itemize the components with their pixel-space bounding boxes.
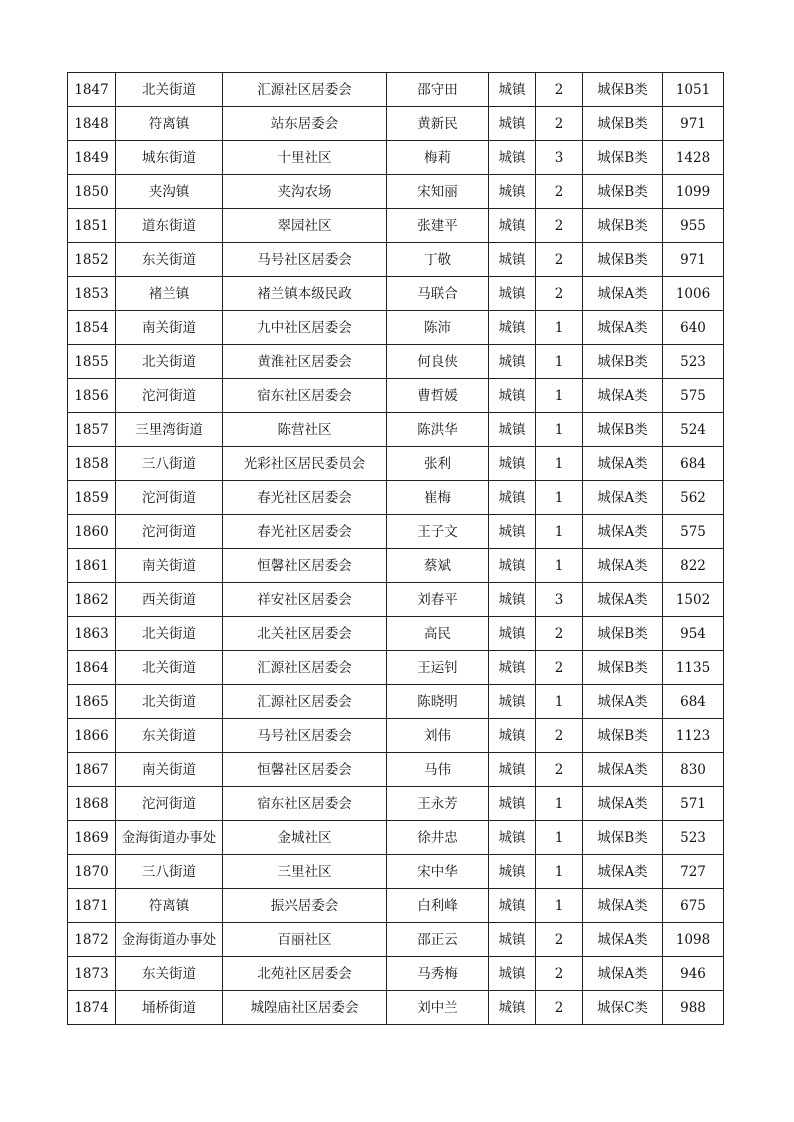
street-office-cell: 南关街道 <box>116 549 223 583</box>
area-type-cell: 城镇 <box>489 991 536 1025</box>
household-size-cell: 3 <box>536 141 583 175</box>
area-type-cell: 城镇 <box>489 549 536 583</box>
community-name-cell: 马号社区居委会 <box>223 719 387 753</box>
monthly-amount-cell: 575 <box>663 515 724 549</box>
row-number-cell: 1850 <box>68 175 116 209</box>
street-office-cell: 道东街道 <box>116 209 223 243</box>
assistance-category-cell: 城保A类 <box>583 889 663 923</box>
street-office-cell: 埇桥街道 <box>116 991 223 1025</box>
area-type-cell: 城镇 <box>489 243 536 277</box>
household-size-cell: 1 <box>536 787 583 821</box>
area-type-cell: 城镇 <box>489 209 536 243</box>
area-type-cell: 城镇 <box>489 651 536 685</box>
table-row <box>68 311 724 345</box>
area-type-cell: 城镇 <box>489 855 536 889</box>
row-number-cell: 1870 <box>68 855 116 889</box>
community-name-cell: 夹沟农场 <box>223 175 387 209</box>
monthly-amount-cell: 1502 <box>663 583 724 617</box>
household-size-cell: 2 <box>536 277 583 311</box>
community-name-cell: 宿东社区居委会 <box>223 379 387 413</box>
person-name-cell: 马伟 <box>387 753 489 787</box>
relief-roster-table <box>67 72 724 1025</box>
row-number-cell: 1859 <box>68 481 116 515</box>
monthly-amount-cell: 523 <box>663 821 724 855</box>
household-size-cell: 2 <box>536 753 583 787</box>
street-office-cell: 金海街道办事处 <box>116 923 223 957</box>
area-type-cell: 城镇 <box>489 957 536 991</box>
assistance-category-cell: 城保A类 <box>583 481 663 515</box>
row-number-cell: 1858 <box>68 447 116 481</box>
row-number-cell: 1856 <box>68 379 116 413</box>
household-size-cell: 1 <box>536 855 583 889</box>
person-name-cell: 邵正云 <box>387 923 489 957</box>
assistance-category-cell: 城保A类 <box>583 583 663 617</box>
community-name-cell: 马号社区居委会 <box>223 243 387 277</box>
area-type-cell: 城镇 <box>489 447 536 481</box>
household-size-cell: 1 <box>536 345 583 379</box>
household-size-cell: 1 <box>536 889 583 923</box>
community-name-cell: 十里社区 <box>223 141 387 175</box>
assistance-category-cell: 城保A类 <box>583 787 663 821</box>
person-name-cell: 刘春平 <box>387 583 489 617</box>
person-name-cell: 白利峰 <box>387 889 489 923</box>
household-size-cell: 1 <box>536 447 583 481</box>
monthly-amount-cell: 1006 <box>663 277 724 311</box>
table-row <box>68 73 724 107</box>
row-number-cell: 1873 <box>68 957 116 991</box>
assistance-category-cell: 城保B类 <box>583 107 663 141</box>
row-number-cell: 1847 <box>68 73 116 107</box>
person-name-cell: 徐井忠 <box>387 821 489 855</box>
monthly-amount-cell: 1099 <box>663 175 724 209</box>
street-office-cell: 城东街道 <box>116 141 223 175</box>
community-name-cell: 陈营社区 <box>223 413 387 447</box>
area-type-cell: 城镇 <box>489 277 536 311</box>
street-office-cell: 北关街道 <box>116 345 223 379</box>
area-type-cell: 城镇 <box>489 685 536 719</box>
monthly-amount-cell: 1135 <box>663 651 724 685</box>
monthly-amount-cell: 1123 <box>663 719 724 753</box>
community-name-cell: 恒馨社区居委会 <box>223 549 387 583</box>
community-name-cell: 恒馨社区居委会 <box>223 753 387 787</box>
household-size-cell: 2 <box>536 923 583 957</box>
assistance-category-cell: 城保B类 <box>583 175 663 209</box>
table-row <box>68 549 724 583</box>
community-name-cell: 汇源社区居委会 <box>223 651 387 685</box>
assistance-category-cell: 城保C类 <box>583 991 663 1025</box>
row-number-cell: 1853 <box>68 277 116 311</box>
street-office-cell: 南关街道 <box>116 753 223 787</box>
roster-body <box>68 73 724 1025</box>
monthly-amount-cell: 684 <box>663 685 724 719</box>
community-name-cell: 北苑社区居委会 <box>223 957 387 991</box>
table-row <box>68 753 724 787</box>
row-number-cell: 1865 <box>68 685 116 719</box>
street-office-cell: 三里湾街道 <box>116 413 223 447</box>
table-row <box>68 243 724 277</box>
street-office-cell: 西关街道 <box>116 583 223 617</box>
person-name-cell: 黄新民 <box>387 107 489 141</box>
table-row <box>68 277 724 311</box>
person-name-cell: 马联合 <box>387 277 489 311</box>
assistance-category-cell: 城保B类 <box>583 209 663 243</box>
area-type-cell: 城镇 <box>489 515 536 549</box>
community-name-cell: 光彩社区居民委员会 <box>223 447 387 481</box>
street-office-cell: 东关街道 <box>116 957 223 991</box>
street-office-cell: 三八街道 <box>116 855 223 889</box>
table-row <box>68 209 724 243</box>
person-name-cell: 宋中华 <box>387 855 489 889</box>
person-name-cell: 张利 <box>387 447 489 481</box>
area-type-cell: 城镇 <box>489 141 536 175</box>
person-name-cell: 宋知丽 <box>387 175 489 209</box>
table-row <box>68 957 724 991</box>
table-row <box>68 345 724 379</box>
person-name-cell: 高民 <box>387 617 489 651</box>
area-type-cell: 城镇 <box>489 753 536 787</box>
area-type-cell: 城镇 <box>489 311 536 345</box>
monthly-amount-cell: 954 <box>663 617 724 651</box>
household-size-cell: 1 <box>536 515 583 549</box>
household-size-cell: 2 <box>536 175 583 209</box>
street-office-cell: 沱河街道 <box>116 787 223 821</box>
assistance-category-cell: 城保A类 <box>583 549 663 583</box>
row-number-cell: 1872 <box>68 923 116 957</box>
table-row <box>68 821 724 855</box>
area-type-cell: 城镇 <box>489 719 536 753</box>
table-row <box>68 685 724 719</box>
monthly-amount-cell: 727 <box>663 855 724 889</box>
row-number-cell: 1848 <box>68 107 116 141</box>
household-size-cell: 3 <box>536 583 583 617</box>
area-type-cell: 城镇 <box>489 617 536 651</box>
person-name-cell: 崔梅 <box>387 481 489 515</box>
community-name-cell: 春光社区居委会 <box>223 481 387 515</box>
row-number-cell: 1869 <box>68 821 116 855</box>
community-name-cell: 北关社区居委会 <box>223 617 387 651</box>
table-row <box>68 617 724 651</box>
monthly-amount-cell: 1051 <box>663 73 724 107</box>
household-size-cell: 2 <box>536 957 583 991</box>
row-number-cell: 1862 <box>68 583 116 617</box>
person-name-cell: 刘伟 <box>387 719 489 753</box>
street-office-cell: 东关街道 <box>116 719 223 753</box>
person-name-cell: 梅莉 <box>387 141 489 175</box>
area-type-cell: 城镇 <box>489 583 536 617</box>
table-row <box>68 515 724 549</box>
table-row <box>68 583 724 617</box>
person-name-cell: 蔡斌 <box>387 549 489 583</box>
household-size-cell: 2 <box>536 651 583 685</box>
community-name-cell: 九中社区居委会 <box>223 311 387 345</box>
row-number-cell: 1868 <box>68 787 116 821</box>
household-size-cell: 1 <box>536 311 583 345</box>
community-name-cell: 宿东社区居委会 <box>223 787 387 821</box>
person-name-cell: 王永芳 <box>387 787 489 821</box>
area-type-cell: 城镇 <box>489 413 536 447</box>
row-number-cell: 1861 <box>68 549 116 583</box>
household-size-cell: 2 <box>536 617 583 651</box>
street-office-cell: 夹沟镇 <box>116 175 223 209</box>
row-number-cell: 1857 <box>68 413 116 447</box>
street-office-cell: 三八街道 <box>116 447 223 481</box>
area-type-cell: 城镇 <box>489 379 536 413</box>
monthly-amount-cell: 830 <box>663 753 724 787</box>
community-name-cell: 黄淮社区居委会 <box>223 345 387 379</box>
row-number-cell: 1849 <box>68 141 116 175</box>
table-row <box>68 855 724 889</box>
table-row <box>68 379 724 413</box>
household-size-cell: 1 <box>536 549 583 583</box>
table-row <box>68 447 724 481</box>
household-size-cell: 1 <box>536 481 583 515</box>
monthly-amount-cell: 946 <box>663 957 724 991</box>
monthly-amount-cell: 571 <box>663 787 724 821</box>
area-type-cell: 城镇 <box>489 73 536 107</box>
household-size-cell: 2 <box>536 243 583 277</box>
person-name-cell: 丁敬 <box>387 243 489 277</box>
person-name-cell: 邵守田 <box>387 73 489 107</box>
assistance-category-cell: 城保A类 <box>583 379 663 413</box>
street-office-cell: 北关街道 <box>116 617 223 651</box>
area-type-cell: 城镇 <box>489 107 536 141</box>
table-row <box>68 481 724 515</box>
street-office-cell: 符离镇 <box>116 889 223 923</box>
table-row <box>68 923 724 957</box>
street-office-cell: 符离镇 <box>116 107 223 141</box>
monthly-amount-cell: 955 <box>663 209 724 243</box>
household-size-cell: 2 <box>536 719 583 753</box>
table-row <box>68 889 724 923</box>
assistance-category-cell: 城保B类 <box>583 719 663 753</box>
assistance-category-cell: 城保B类 <box>583 73 663 107</box>
monthly-amount-cell: 562 <box>663 481 724 515</box>
area-type-cell: 城镇 <box>489 175 536 209</box>
community-name-cell: 振兴居委会 <box>223 889 387 923</box>
assistance-category-cell: 城保A类 <box>583 685 663 719</box>
assistance-category-cell: 城保B类 <box>583 651 663 685</box>
monthly-amount-cell: 684 <box>663 447 724 481</box>
assistance-category-cell: 城保B类 <box>583 617 663 651</box>
community-name-cell: 祥安社区居委会 <box>223 583 387 617</box>
person-name-cell: 王子文 <box>387 515 489 549</box>
person-name-cell: 陈洪华 <box>387 413 489 447</box>
household-size-cell: 1 <box>536 685 583 719</box>
street-office-cell: 沱河街道 <box>116 515 223 549</box>
row-number-cell: 1864 <box>68 651 116 685</box>
monthly-amount-cell: 822 <box>663 549 724 583</box>
assistance-category-cell: 城保B类 <box>583 345 663 379</box>
street-office-cell: 金海街道办事处 <box>116 821 223 855</box>
assistance-category-cell: 城保A类 <box>583 447 663 481</box>
area-type-cell: 城镇 <box>489 923 536 957</box>
street-office-cell: 北关街道 <box>116 73 223 107</box>
community-name-cell: 汇源社区居委会 <box>223 73 387 107</box>
table-row <box>68 413 724 447</box>
community-name-cell: 金城社区 <box>223 821 387 855</box>
assistance-category-cell: 城保A类 <box>583 515 663 549</box>
table-row <box>68 991 724 1025</box>
monthly-amount-cell: 575 <box>663 379 724 413</box>
row-number-cell: 1867 <box>68 753 116 787</box>
monthly-amount-cell: 675 <box>663 889 724 923</box>
household-size-cell: 2 <box>536 73 583 107</box>
community-name-cell: 百丽社区 <box>223 923 387 957</box>
monthly-amount-cell: 1428 <box>663 141 724 175</box>
monthly-amount-cell: 524 <box>663 413 724 447</box>
person-name-cell: 张建平 <box>387 209 489 243</box>
person-name-cell: 曹哲媛 <box>387 379 489 413</box>
community-name-cell: 站东居委会 <box>223 107 387 141</box>
area-type-cell: 城镇 <box>489 481 536 515</box>
person-name-cell: 何良侠 <box>387 345 489 379</box>
person-name-cell: 马秀梅 <box>387 957 489 991</box>
household-size-cell: 1 <box>536 379 583 413</box>
assistance-category-cell: 城保A类 <box>583 923 663 957</box>
table-row <box>68 107 724 141</box>
street-office-cell: 东关街道 <box>116 243 223 277</box>
row-number-cell: 1851 <box>68 209 116 243</box>
row-number-cell: 1860 <box>68 515 116 549</box>
assistance-category-cell: 城保A类 <box>583 311 663 345</box>
assistance-category-cell: 城保B类 <box>583 141 663 175</box>
row-number-cell: 1866 <box>68 719 116 753</box>
monthly-amount-cell: 640 <box>663 311 724 345</box>
person-name-cell: 陈晓明 <box>387 685 489 719</box>
monthly-amount-cell: 971 <box>663 107 724 141</box>
street-office-cell: 北关街道 <box>116 651 223 685</box>
table-row <box>68 719 724 753</box>
assistance-category-cell: 城保A类 <box>583 753 663 787</box>
household-size-cell: 2 <box>536 209 583 243</box>
area-type-cell: 城镇 <box>489 787 536 821</box>
table-row <box>68 787 724 821</box>
assistance-category-cell: 城保B类 <box>583 243 663 277</box>
area-type-cell: 城镇 <box>489 821 536 855</box>
assistance-category-cell: 城保A类 <box>583 957 663 991</box>
person-name-cell: 刘中兰 <box>387 991 489 1025</box>
row-number-cell: 1874 <box>68 991 116 1025</box>
monthly-amount-cell: 988 <box>663 991 724 1025</box>
assistance-category-cell: 城保B类 <box>583 821 663 855</box>
person-name-cell: 王运钊 <box>387 651 489 685</box>
household-size-cell: 2 <box>536 991 583 1025</box>
monthly-amount-cell: 1098 <box>663 923 724 957</box>
assistance-category-cell: 城保B类 <box>583 413 663 447</box>
assistance-category-cell: 城保A类 <box>583 277 663 311</box>
monthly-amount-cell: 523 <box>663 345 724 379</box>
street-office-cell: 沱河街道 <box>116 379 223 413</box>
household-size-cell: 2 <box>536 107 583 141</box>
community-name-cell: 汇源社区居委会 <box>223 685 387 719</box>
assistance-category-cell: 城保A类 <box>583 855 663 889</box>
person-name-cell: 陈沛 <box>387 311 489 345</box>
row-number-cell: 1852 <box>68 243 116 277</box>
household-size-cell: 1 <box>536 821 583 855</box>
household-size-cell: 1 <box>536 413 583 447</box>
table-row <box>68 141 724 175</box>
community-name-cell: 城隍庙社区居委会 <box>223 991 387 1025</box>
row-number-cell: 1854 <box>68 311 116 345</box>
street-office-cell: 沱河街道 <box>116 481 223 515</box>
area-type-cell: 城镇 <box>489 345 536 379</box>
area-type-cell: 城镇 <box>489 889 536 923</box>
table-row <box>68 175 724 209</box>
community-name-cell: 春光社区居委会 <box>223 515 387 549</box>
street-office-cell: 北关街道 <box>116 685 223 719</box>
monthly-amount-cell: 971 <box>663 243 724 277</box>
row-number-cell: 1871 <box>68 889 116 923</box>
row-number-cell: 1855 <box>68 345 116 379</box>
community-name-cell: 三里社区 <box>223 855 387 889</box>
community-name-cell: 褚兰镇本级民政 <box>223 277 387 311</box>
community-name-cell: 翠园社区 <box>223 209 387 243</box>
row-number-cell: 1863 <box>68 617 116 651</box>
street-office-cell: 褚兰镇 <box>116 277 223 311</box>
table-row <box>68 651 724 685</box>
street-office-cell: 南关街道 <box>116 311 223 345</box>
